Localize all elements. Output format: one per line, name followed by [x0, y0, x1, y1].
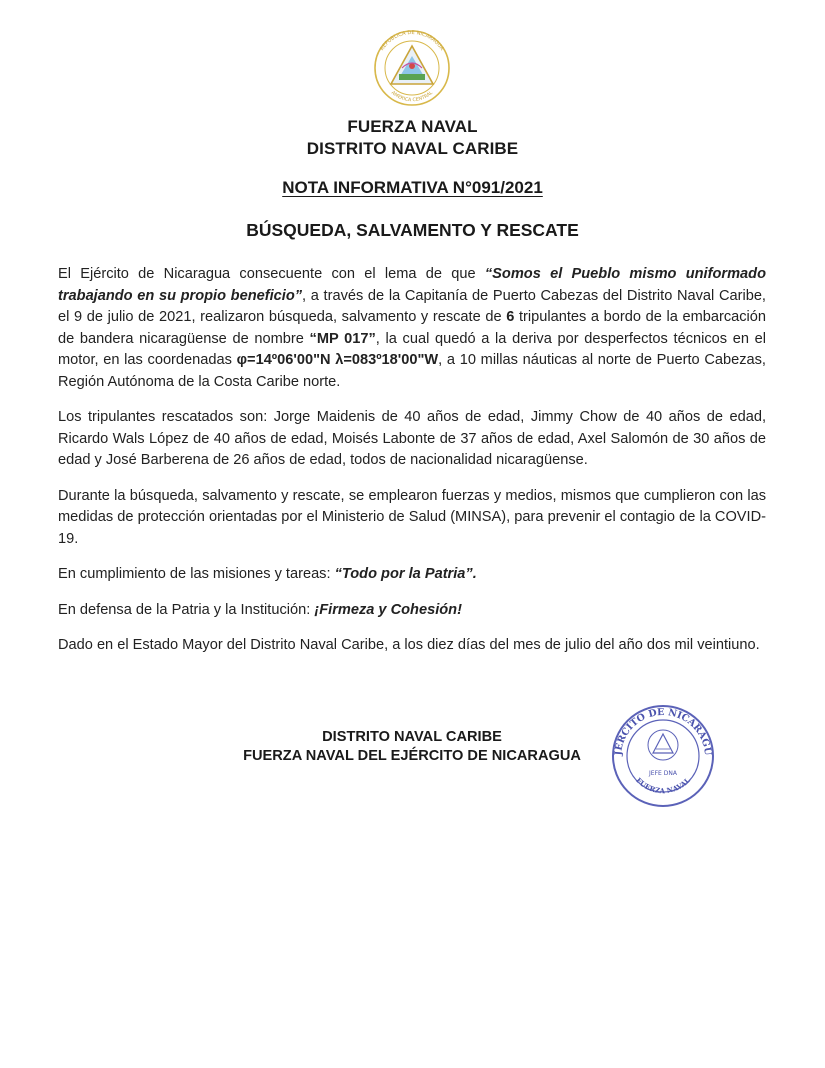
paragraph-1	[58, 264, 766, 393]
seal-ring-top-text: REPUBLICA DE NICARAGUA	[379, 29, 445, 52]
p1-vessel-name: “MP 017”	[309, 330, 376, 347]
p4-motto: “Todo por la Patria”.	[334, 566, 477, 582]
p1-text-4: , la cual quedó a la deriva por desperfectos técnicos en el motor, en las coordenadas	[58, 330, 767, 368]
p1-crew-count: 6	[506, 309, 515, 325]
document-body	[58, 264, 766, 671]
stamp-ring-bottom-text: FUERZA NAVAL	[634, 775, 692, 796]
p5-text: En defensa de la Patria y la Institución:	[58, 601, 315, 618]
nota-title	[0, 178, 825, 198]
seal-ring-bottom-text: AMERICA CENTRAL	[389, 90, 435, 104]
nota-title-text: NOTA INFORMATIVA N°091/2021	[282, 178, 543, 197]
header-line-distrito: DISTRITO NAVAL CARIBE	[306, 139, 519, 158]
national-seal	[364, 26, 460, 108]
paragraph-4	[58, 564, 766, 586]
paragraph-6: Dado en el Estado Mayor del Distrito Naval Caribe, a los diez días del mes de julio del año dos mil veintiuno.	[58, 637, 760, 653]
p1-text-5: , a 10 millas náuticas al norte de Puerto Cabezas, Región Autónoma de la Costa Caribe norte.	[58, 352, 766, 390]
paragraph-5	[58, 600, 766, 622]
stamp-ring-top-text: JÉRCITO DE NICARAGU	[612, 706, 714, 756]
p1-text-1: El Ejército de Nicaragua consecuente con el lema de que	[58, 266, 485, 282]
p1-motto: “Somos el Pueblo mismo uniformado trabajando en su propio beneficio”	[58, 266, 766, 304]
naval-stamp-icon	[605, 703, 721, 809]
p1-coordinates: φ=14º06'00"N λ=083º18'00"W	[236, 352, 439, 368]
subject-heading: BÚSQUEDA, SALVAMENTO Y RESCATE	[246, 220, 579, 240]
p1-text-3: tripulantes a bordo de la embarcación de bandera nicaragüense de nombre	[58, 309, 766, 347]
header-line-fuerza-naval: FUERZA NAVAL	[347, 117, 478, 136]
nicaragua-coat-of-arms-icon	[364, 26, 460, 108]
signature-line-2: FUERZA NAVAL DEL EJÉRCITO DE NICARAGUA	[243, 748, 581, 764]
stamp-center-text: JEFE DNA	[649, 770, 677, 777]
svg-text:FUERZA NAVAL	[634, 776, 692, 796]
paragraph-3: Durante la búsqueda, salvamento y rescate, se emplearon fuerzas y medios, mismos que cumplieron con las medidas de protección orientadas por el Ministerio de Salud (MINSA), para prevenir el contagio de la COVID-19.	[58, 487, 766, 547]
p1-text-2: , a través de la Capitanía de Puerto Cabezas del Distrito Naval Caribe, el 9 de julio de 2021, realizaron búsqueda, salvamento y rescate de	[58, 287, 766, 325]
p5-motto: ¡Firmeza y Cohesión!	[314, 601, 462, 618]
paragraph-2: Los tripulantes rescatados son: Jorge Maidenis de 40 años de edad, Jimmy Chow de 40 años de edad, Ricardo Wals López de 40 años de edad, Moisés Labonte de 37 años de edad, Axel Salomón de 30 años de edad y José Barberena de 26 años de edad, todos de nacionalidad nicaragüense.	[58, 409, 766, 468]
p4-text: En cumplimiento de las misiones y tareas:	[58, 566, 335, 582]
official-stamp	[605, 703, 721, 809]
signature-line-1: DISTRITO NAVAL CARIBE	[322, 729, 502, 745]
